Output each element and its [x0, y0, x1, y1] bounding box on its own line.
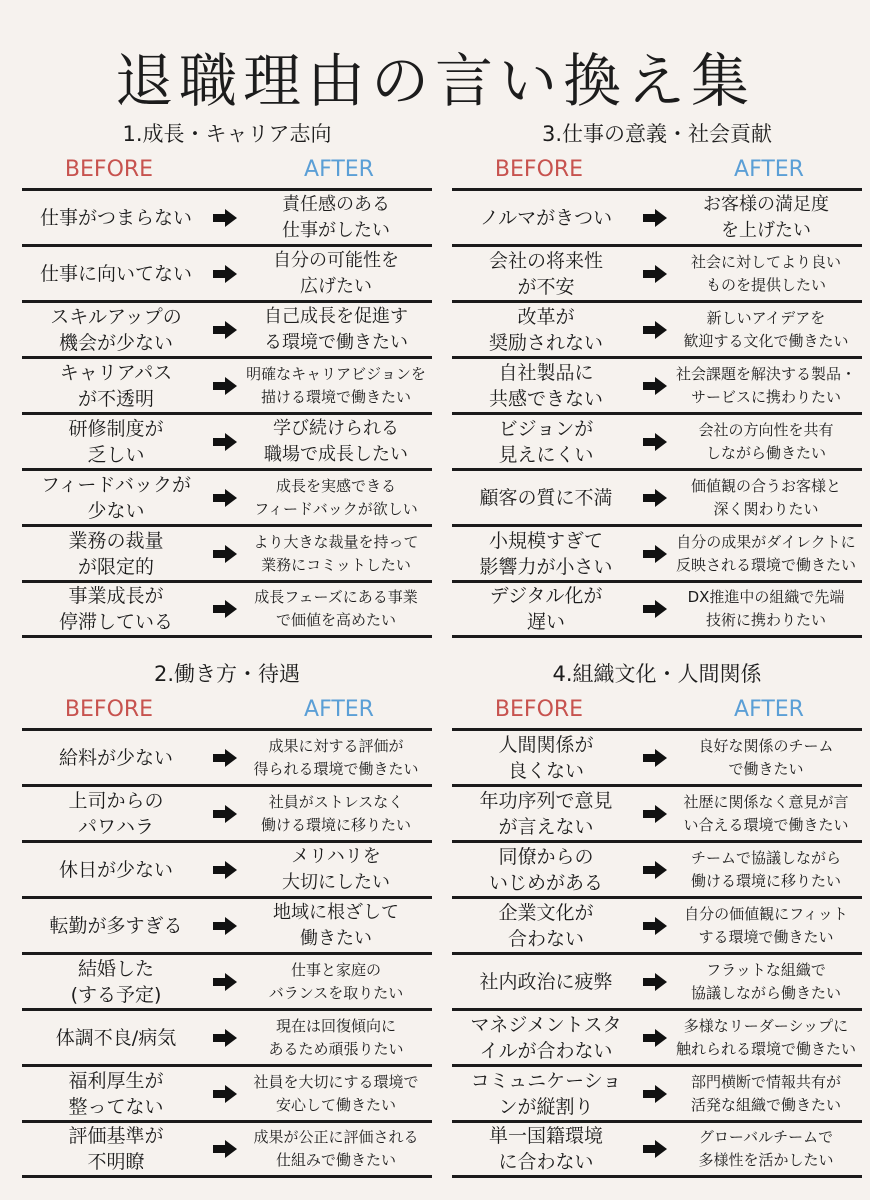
before-text: フィードバックが 少ない — [40, 473, 192, 522]
rows-list — [22, 728, 432, 1178]
after-text: フラットな組織で 協議しながら働きたい — [690, 960, 841, 1002]
table-row — [22, 580, 432, 638]
before-text: ノルマがきつい — [479, 206, 613, 229]
after-text: 多様なリーダーシップに 触れられる環境で働きたい — [675, 1016, 856, 1058]
table-row — [452, 952, 862, 1008]
after-text: 社員がストレスなく 働ける環境に移りたい — [260, 792, 411, 834]
right-arrow-icon — [212, 1085, 238, 1103]
before-text: 評価基準が 不明瞭 — [68, 1125, 164, 1173]
table-row — [452, 524, 862, 580]
table-row — [452, 356, 862, 412]
right-arrow-icon — [642, 749, 668, 767]
table-row — [22, 412, 432, 468]
table-row — [452, 468, 862, 524]
table-row — [452, 188, 862, 244]
right-arrow-icon — [642, 377, 668, 395]
after-text: 現在は回復傾向に あるため頑張りたい — [268, 1016, 404, 1058]
after-text: 自分の価値観にフィット する環境で働きたい — [684, 904, 848, 946]
table-row — [22, 1064, 432, 1120]
table-row — [22, 468, 432, 524]
before-text: 福利厚生が 整ってない — [68, 1069, 164, 1118]
table-row — [22, 952, 432, 1008]
before-header: BEFORE — [494, 697, 584, 722]
after-text: 価値観の合うお客様と 深く関わりたい — [690, 476, 841, 518]
right-arrow-icon — [642, 917, 668, 935]
right-arrow-icon — [212, 433, 238, 451]
before-text: 仕事に向いてない — [39, 262, 192, 285]
before-text: 転勤が多すぎる — [49, 914, 183, 937]
before-text: 企業文化が 合わない — [498, 901, 594, 950]
before-text: 上司からの パワハラ — [68, 789, 164, 838]
after-text: 良好な関係のチーム で働きたい — [698, 736, 834, 778]
section-title: 4.組織文化・人間関係 — [552, 662, 762, 686]
right-arrow-icon — [642, 1085, 668, 1103]
right-arrow-icon — [212, 377, 238, 395]
after-text: 自分の成果がダイレクトに 反映される環境で働きたい — [675, 532, 856, 574]
right-arrow-icon — [212, 321, 238, 339]
after-header: AFTER — [734, 697, 804, 722]
right-arrow-icon — [642, 265, 668, 283]
after-text: お客様の満足度 を上げたい — [703, 193, 829, 241]
after-text: 社歴に関係なく意見が言 い合える環境で働きたい — [683, 792, 849, 834]
table-row — [22, 356, 432, 412]
before-text: 給料が少ない — [58, 746, 173, 769]
right-arrow-icon — [212, 545, 238, 563]
table-row — [452, 412, 862, 468]
after-text: 成果に対する評価が 得られる環境で働きたい — [253, 736, 419, 778]
before-text: 改革が 奨励されない — [488, 305, 603, 354]
after-text: 仕事と家庭の バランスを取りたい — [268, 960, 404, 1002]
after-text: 自己成長を促進す る環境で働きたい — [264, 305, 408, 353]
page-title: 退職理由の言い換え集 — [114, 47, 755, 115]
before-text: 同僚からの いじめがある — [488, 845, 603, 894]
before-text: 小規模すぎて 影響力が小さい — [479, 529, 613, 578]
table-row — [452, 840, 862, 896]
before-text: マネジメントスタ イルが合わない — [470, 1013, 622, 1062]
before-text: 研修制度が 乏しい — [68, 417, 164, 466]
section-title: 2.働き方・待遇 — [153, 662, 301, 686]
right-arrow-icon — [642, 805, 668, 823]
before-text: ビジョンが 見えにくい — [498, 417, 594, 466]
before-header: BEFORE — [494, 157, 584, 182]
table-row — [22, 244, 432, 300]
table-row — [452, 728, 862, 784]
table-row — [22, 524, 432, 580]
right-arrow-icon — [212, 265, 238, 283]
right-arrow-icon — [212, 805, 238, 823]
before-text: 会社の将来性 が不安 — [488, 249, 603, 298]
table-row — [452, 1120, 862, 1178]
after-text: 成長フェーズにある事業 で価値を高めたい — [254, 588, 418, 629]
table-row — [22, 728, 432, 784]
before-text: 社内政治に疲弊 — [479, 970, 613, 993]
rows-list — [22, 188, 432, 638]
right-arrow-icon — [212, 1029, 238, 1047]
right-arrow-icon — [212, 1140, 238, 1158]
table-row — [22, 1008, 432, 1064]
before-text: 自社製品に 共感できない — [488, 361, 603, 410]
after-text: 社員を大切にする環境で 安心して働きたい — [253, 1072, 419, 1114]
after-header: AFTER — [734, 157, 804, 182]
right-arrow-icon — [642, 861, 668, 879]
right-arrow-icon — [212, 861, 238, 879]
table-row — [452, 1064, 862, 1120]
before-text: 休日が少ない — [58, 858, 173, 881]
right-arrow-icon — [212, 489, 238, 507]
after-text: 社会に対してより良い ものを提供したい — [690, 252, 841, 294]
table-row — [22, 896, 432, 952]
after-text: 学び続けられる 職場で成長したい — [264, 417, 408, 465]
after-text: 責任感のある 仕事がしたい — [282, 193, 390, 241]
right-arrow-icon — [212, 973, 238, 991]
before-text: 人間関係が 良くない — [498, 733, 594, 782]
table-row — [452, 1008, 862, 1064]
after-text: 部門横断で情報共有が 活発な組織で働きたい — [690, 1072, 841, 1114]
rows-list — [452, 188, 862, 638]
after-text: より大きな裁量を持って 業務にコミットしたい — [253, 532, 419, 574]
after-text: 自分の可能性を 広げたい — [273, 249, 399, 297]
before-text: 単一国籍環境 に合わない — [488, 1125, 603, 1173]
right-arrow-icon — [642, 433, 668, 451]
after-text: 社会課題を解決する製品・ サービスに携わりたい — [675, 364, 856, 406]
before-text: 業務の裁量 が限定的 — [68, 529, 164, 578]
after-text: 地域に根ざして 働きたい — [273, 901, 399, 949]
right-arrow-icon — [642, 1029, 668, 1047]
right-arrow-icon — [212, 209, 238, 227]
right-arrow-icon — [212, 600, 238, 618]
table-row — [22, 188, 432, 244]
section-title: 3.仕事の意義・社会貢献 — [541, 122, 773, 146]
rows-list — [452, 728, 862, 1178]
right-arrow-icon — [642, 209, 668, 227]
before-text: 事業成長が 停滞している — [58, 585, 173, 633]
before-text: キャリアパス が不透明 — [59, 361, 173, 410]
right-arrow-icon — [642, 973, 668, 991]
after-header: AFTER — [304, 157, 374, 182]
section-title: 1.成長・キャリア志向 — [122, 122, 332, 146]
right-arrow-icon — [642, 545, 668, 563]
table-row — [22, 840, 432, 896]
right-arrow-icon — [642, 489, 668, 507]
before-text: 顧客の質に不満 — [479, 486, 613, 509]
right-arrow-icon — [212, 917, 238, 935]
right-arrow-icon — [642, 1140, 668, 1158]
after-text: 明確なキャリアビジョンを 描ける環境で働きたい — [246, 364, 426, 406]
table-row — [452, 784, 862, 840]
table-row — [452, 244, 862, 300]
before-text: コミュニケーショ ンが縦割り — [470, 1069, 622, 1118]
after-text: 成果が公正に評価される 仕組みで働きたい — [253, 1128, 419, 1169]
right-arrow-icon — [642, 600, 668, 618]
table-row — [452, 896, 862, 952]
before-text: スキルアップの 機会が少ない — [50, 305, 182, 354]
before-text: 仕事がつまらない — [39, 206, 192, 229]
table-row — [22, 300, 432, 356]
right-arrow-icon — [642, 321, 668, 339]
after-text: グローバルチームで 多様性を活かしたい — [698, 1128, 834, 1169]
after-header: AFTER — [304, 697, 374, 722]
after-text: 会社の方向性を共有 しながら働きたい — [698, 420, 834, 462]
before-text: デジタル化が 遅い — [489, 585, 603, 633]
after-text: メリハリを 大切にしたい — [282, 845, 390, 893]
before-header: BEFORE — [64, 157, 154, 182]
table-row — [452, 580, 862, 638]
before-text: 体調不良/病気 — [55, 1026, 177, 1049]
right-arrow-icon — [212, 749, 238, 767]
before-header: BEFORE — [64, 697, 154, 722]
table-row — [22, 784, 432, 840]
after-text: DX推進中の組織で先端 技術に携わりたい — [687, 588, 845, 629]
before-text: 結婚した (する予定) — [70, 957, 162, 1006]
after-text: 成長を実感できる フィードバックが欲しい — [254, 476, 418, 518]
before-text: 年功序列で意見 が言えない — [479, 789, 613, 838]
after-text: チームで協議しながら 働ける環境に移りたい — [690, 848, 841, 890]
after-text: 新しいアイデアを 歓迎する文化で働きたい — [683, 308, 849, 350]
table-row — [22, 1120, 432, 1178]
table-row — [452, 300, 862, 356]
